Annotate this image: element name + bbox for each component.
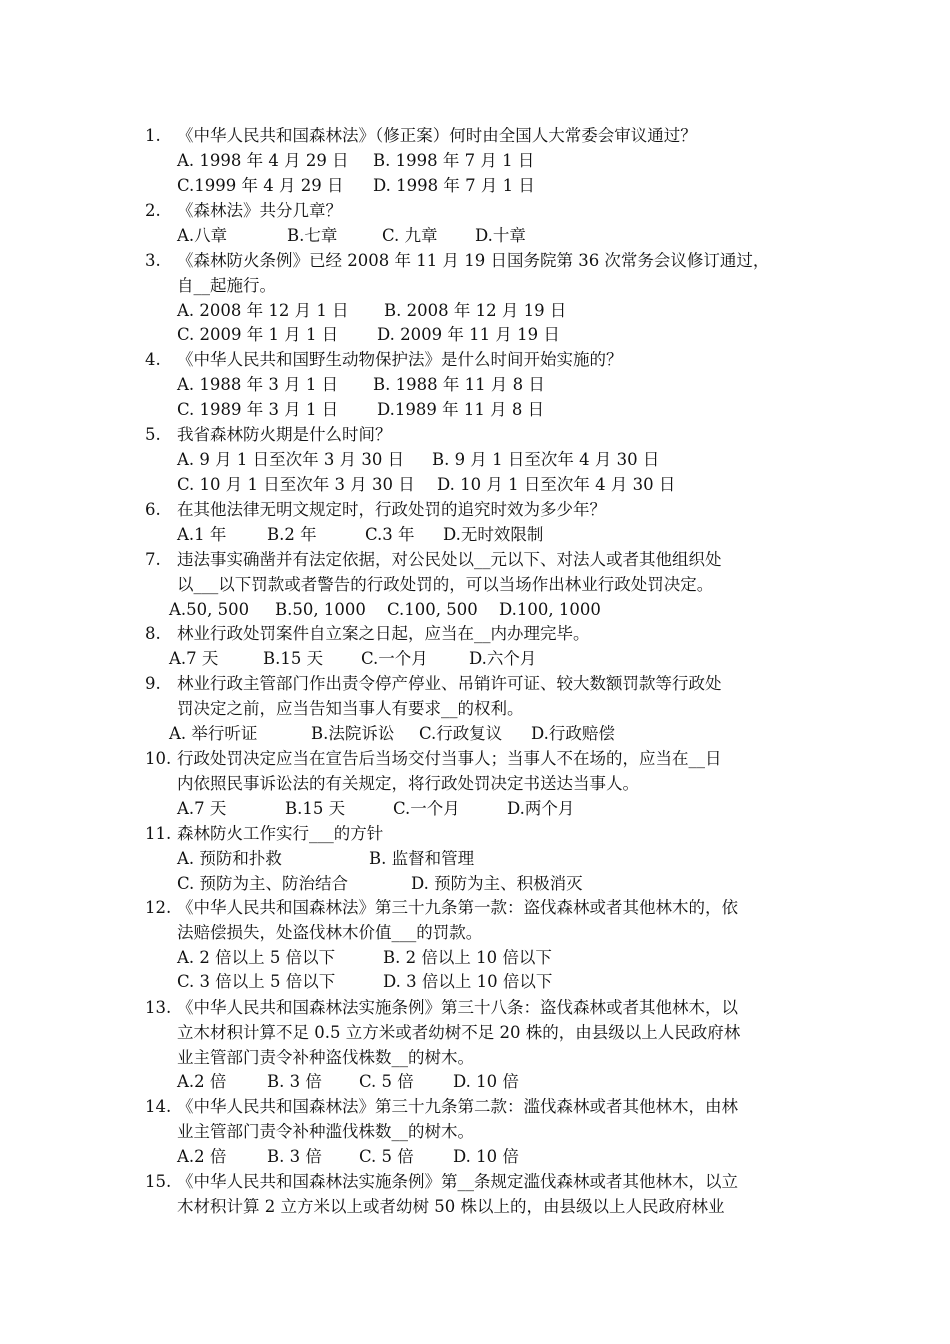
answer-option: D. 预防为主、积极消灭 [411, 873, 583, 893]
answer-option: D. 10 倍 [453, 1146, 519, 1166]
question-text-line: 以___以下罚款或者警告的行政处罚的，可以当场作出林业行政处罚决定。 [177, 574, 714, 594]
answer-option: C.行政复议 [419, 723, 503, 743]
answer-option: D. 1998 年 7 月 1 日 [373, 175, 535, 195]
answer-option: C.一个月 [361, 648, 428, 668]
answer-option: B. 1988 年 11 月 8 日 [373, 374, 545, 394]
question-number: 9. [145, 674, 161, 693]
answer-option: D. 10 倍 [453, 1072, 519, 1092]
question-number: 13. [145, 998, 172, 1017]
answer-option: C. 10 月 1 日至次年 3 月 30 日 [177, 474, 415, 494]
answer-option: B. 2008 年 12 月 19 日 [384, 300, 567, 320]
answer-option: B. 3 倍 [267, 1146, 322, 1166]
question-text-line: 行政处罚决定应当在宣告后当场交付当事人；当事人不在场的，应当在__日 [177, 749, 722, 768]
answer-option: A. 2008 年 12 月 1 日 [177, 300, 349, 320]
question-number: 8. [145, 624, 161, 643]
answer-option: C. 5 倍 [359, 1072, 414, 1092]
question-text-line: 《中华人民共和国森林法实施条例》第__条规定滥伐森林或者其他林木，以立 [177, 1172, 738, 1191]
question-text-line: 《森林法》共分几章？ [177, 201, 342, 220]
answer-option: C.一个月 [393, 798, 460, 818]
answer-option: B. 监督和管理 [369, 848, 475, 868]
question-text-line: 《中华人民共和国森林法》（修正案）何时由全国人大常委会审议通过？ [177, 126, 697, 145]
answer-option: B. 2 倍以上 10 倍以下 [383, 947, 552, 967]
question-number: 2. [145, 201, 161, 220]
question-number: 7. [145, 550, 161, 569]
answer-option: D.六个月 [469, 648, 537, 668]
answer-option: A.7 天 [169, 648, 219, 668]
question-text-line: 林业行政处罚案件自立案之日起，应当在__内办理完毕。 [177, 624, 590, 643]
question-number: 11. [145, 824, 172, 843]
answer-option: B.15 天 [263, 648, 324, 668]
answer-option: A. 1988 年 3 月 1 日 [177, 374, 339, 394]
answer-option: C.100, 500 [387, 599, 478, 619]
answer-option: A. 1998 年 4 月 29 日 [177, 150, 349, 170]
question-number: 12. [145, 898, 172, 917]
answer-option: A. 2 倍以上 5 倍以下 [177, 947, 336, 967]
answer-option: D.100, 1000 [499, 599, 601, 619]
answer-option: B. 3 倍 [267, 1072, 322, 1092]
question-number: 6. [145, 500, 161, 519]
answer-option: C. 3 倍以上 5 倍以下 [177, 972, 336, 992]
question-text-line: 森林防火工作实行___的方针 [177, 824, 384, 843]
question-number: 4. [145, 350, 161, 369]
answer-option: D.行政赔偿 [531, 723, 615, 743]
answer-option: C.3 年 [365, 524, 415, 544]
answer-option: B.法院诉讼 [311, 723, 395, 743]
answer-option: B. 1998 年 7 月 1 日 [373, 150, 535, 170]
question-text-line: 我省森林防火期是什么时间？ [177, 425, 392, 444]
answer-option: A.1 年 [177, 524, 227, 544]
answer-option: D.两个月 [507, 798, 575, 818]
question-text-line: 内依照民事诉讼法的有关规定，将行政处罚决定书送达当事人。 [177, 773, 639, 793]
answer-option: A. 预防和扑救 [177, 848, 282, 868]
question-number: 15. [145, 1172, 172, 1191]
answer-option: D. 3 倍以上 10 倍以下 [383, 972, 553, 992]
answer-option: A.2 倍 [177, 1072, 227, 1092]
answer-option: B. 9 月 1 日至次年 4 月 30 日 [432, 449, 660, 469]
answer-option: C. 九章 [382, 225, 438, 245]
answer-option: C. 1989 年 3 月 1 日 [177, 399, 339, 419]
answer-option: A. 9 月 1 日至次年 3 月 30 日 [177, 449, 405, 469]
answer-option: B.七章 [287, 225, 338, 245]
answer-option: D. 2009 年 11 月 19 日 [377, 325, 560, 345]
question-text-line: 在其他法律无明文规定时，行政处罚的追究时效为多少年？ [177, 500, 606, 519]
answer-option: D. 10 月 1 日至次年 4 月 30 日 [437, 474, 676, 494]
answer-option: B.50, 1000 [275, 599, 366, 619]
answer-option: B.2 年 [267, 524, 317, 544]
answer-option: D.1989 年 11 月 8 日 [377, 399, 545, 419]
answer-option: D.十章 [475, 225, 526, 245]
answer-option: A.八章 [177, 225, 228, 245]
question-text-line: 林业行政主管部门作出责令停产停业、吊销许可证、较大数额罚款等行政处 [177, 674, 722, 693]
question-number: 10. [145, 749, 172, 768]
question-text-line: 木材积计算 2 立方米以上或者幼树 50 株以上的，由县级以上人民政府林业 [177, 1196, 725, 1216]
question-text-line: 《中华人民共和国森林法》第三十九条第二款：滥伐森林或者其他林木，由林 [177, 1097, 738, 1116]
answer-option: A.7 天 [177, 798, 227, 818]
answer-option: C. 预防为主、防治结合 [177, 873, 349, 893]
question-text-line: 《中华人民共和国森林法》第三十九条第一款：盗伐森林或者其他林木的，依 [177, 898, 738, 917]
question-text-line: 业主管部门责令补种盗伐株数__的树木。 [177, 1047, 474, 1067]
answer-option: B.15 天 [285, 798, 346, 818]
answer-option: A.50, 500 [169, 599, 250, 619]
answer-option: A.2 倍 [177, 1146, 227, 1166]
question-text-line: 《中华人民共和国野生动物保护法》是什么时间开始实施的？ [177, 350, 623, 369]
question-text-line: 《中华人民共和国森林法实施条例》第三十八条：盗伐森林或者其他林木，以 [177, 998, 738, 1017]
question-number: 5. [145, 425, 161, 444]
question-text-line: 违法事实确凿并有法定依据，对公民处以__元以下、对法人或者其他组织处 [177, 550, 722, 569]
answer-option: C. 2009 年 1 月 1 日 [177, 325, 339, 345]
question-text-line: 法赔偿损失，处盗伐林木价值___的罚款。 [177, 922, 483, 942]
question-text-line: 《森林防火条例》已经 2008 年 11 月 19 日国务院第 36 次常务会议修订通过， [177, 251, 770, 270]
answer-option: C. 5 倍 [359, 1146, 414, 1166]
question-text-line: 业主管部门责令补种滥伐株数__的树木。 [177, 1121, 474, 1141]
question-number: 3. [145, 251, 161, 270]
question-text-line: 立木材积计算不足 0.5 立方米或者幼树不足 20 株的，由县级以上人民政府林 [177, 1022, 741, 1042]
question-number: 1. [145, 126, 161, 145]
answer-option: A. 举行听证 [169, 723, 258, 743]
question-text-line: 自__起施行。 [177, 275, 276, 295]
answer-option: D.无时效限制 [443, 524, 544, 544]
answer-option: C.1999 年 4 月 29 日 [177, 175, 344, 195]
question-text-line: 罚决定之前，应当告知当事人有要求__的权利。 [177, 698, 524, 718]
question-number: 14. [145, 1097, 172, 1116]
